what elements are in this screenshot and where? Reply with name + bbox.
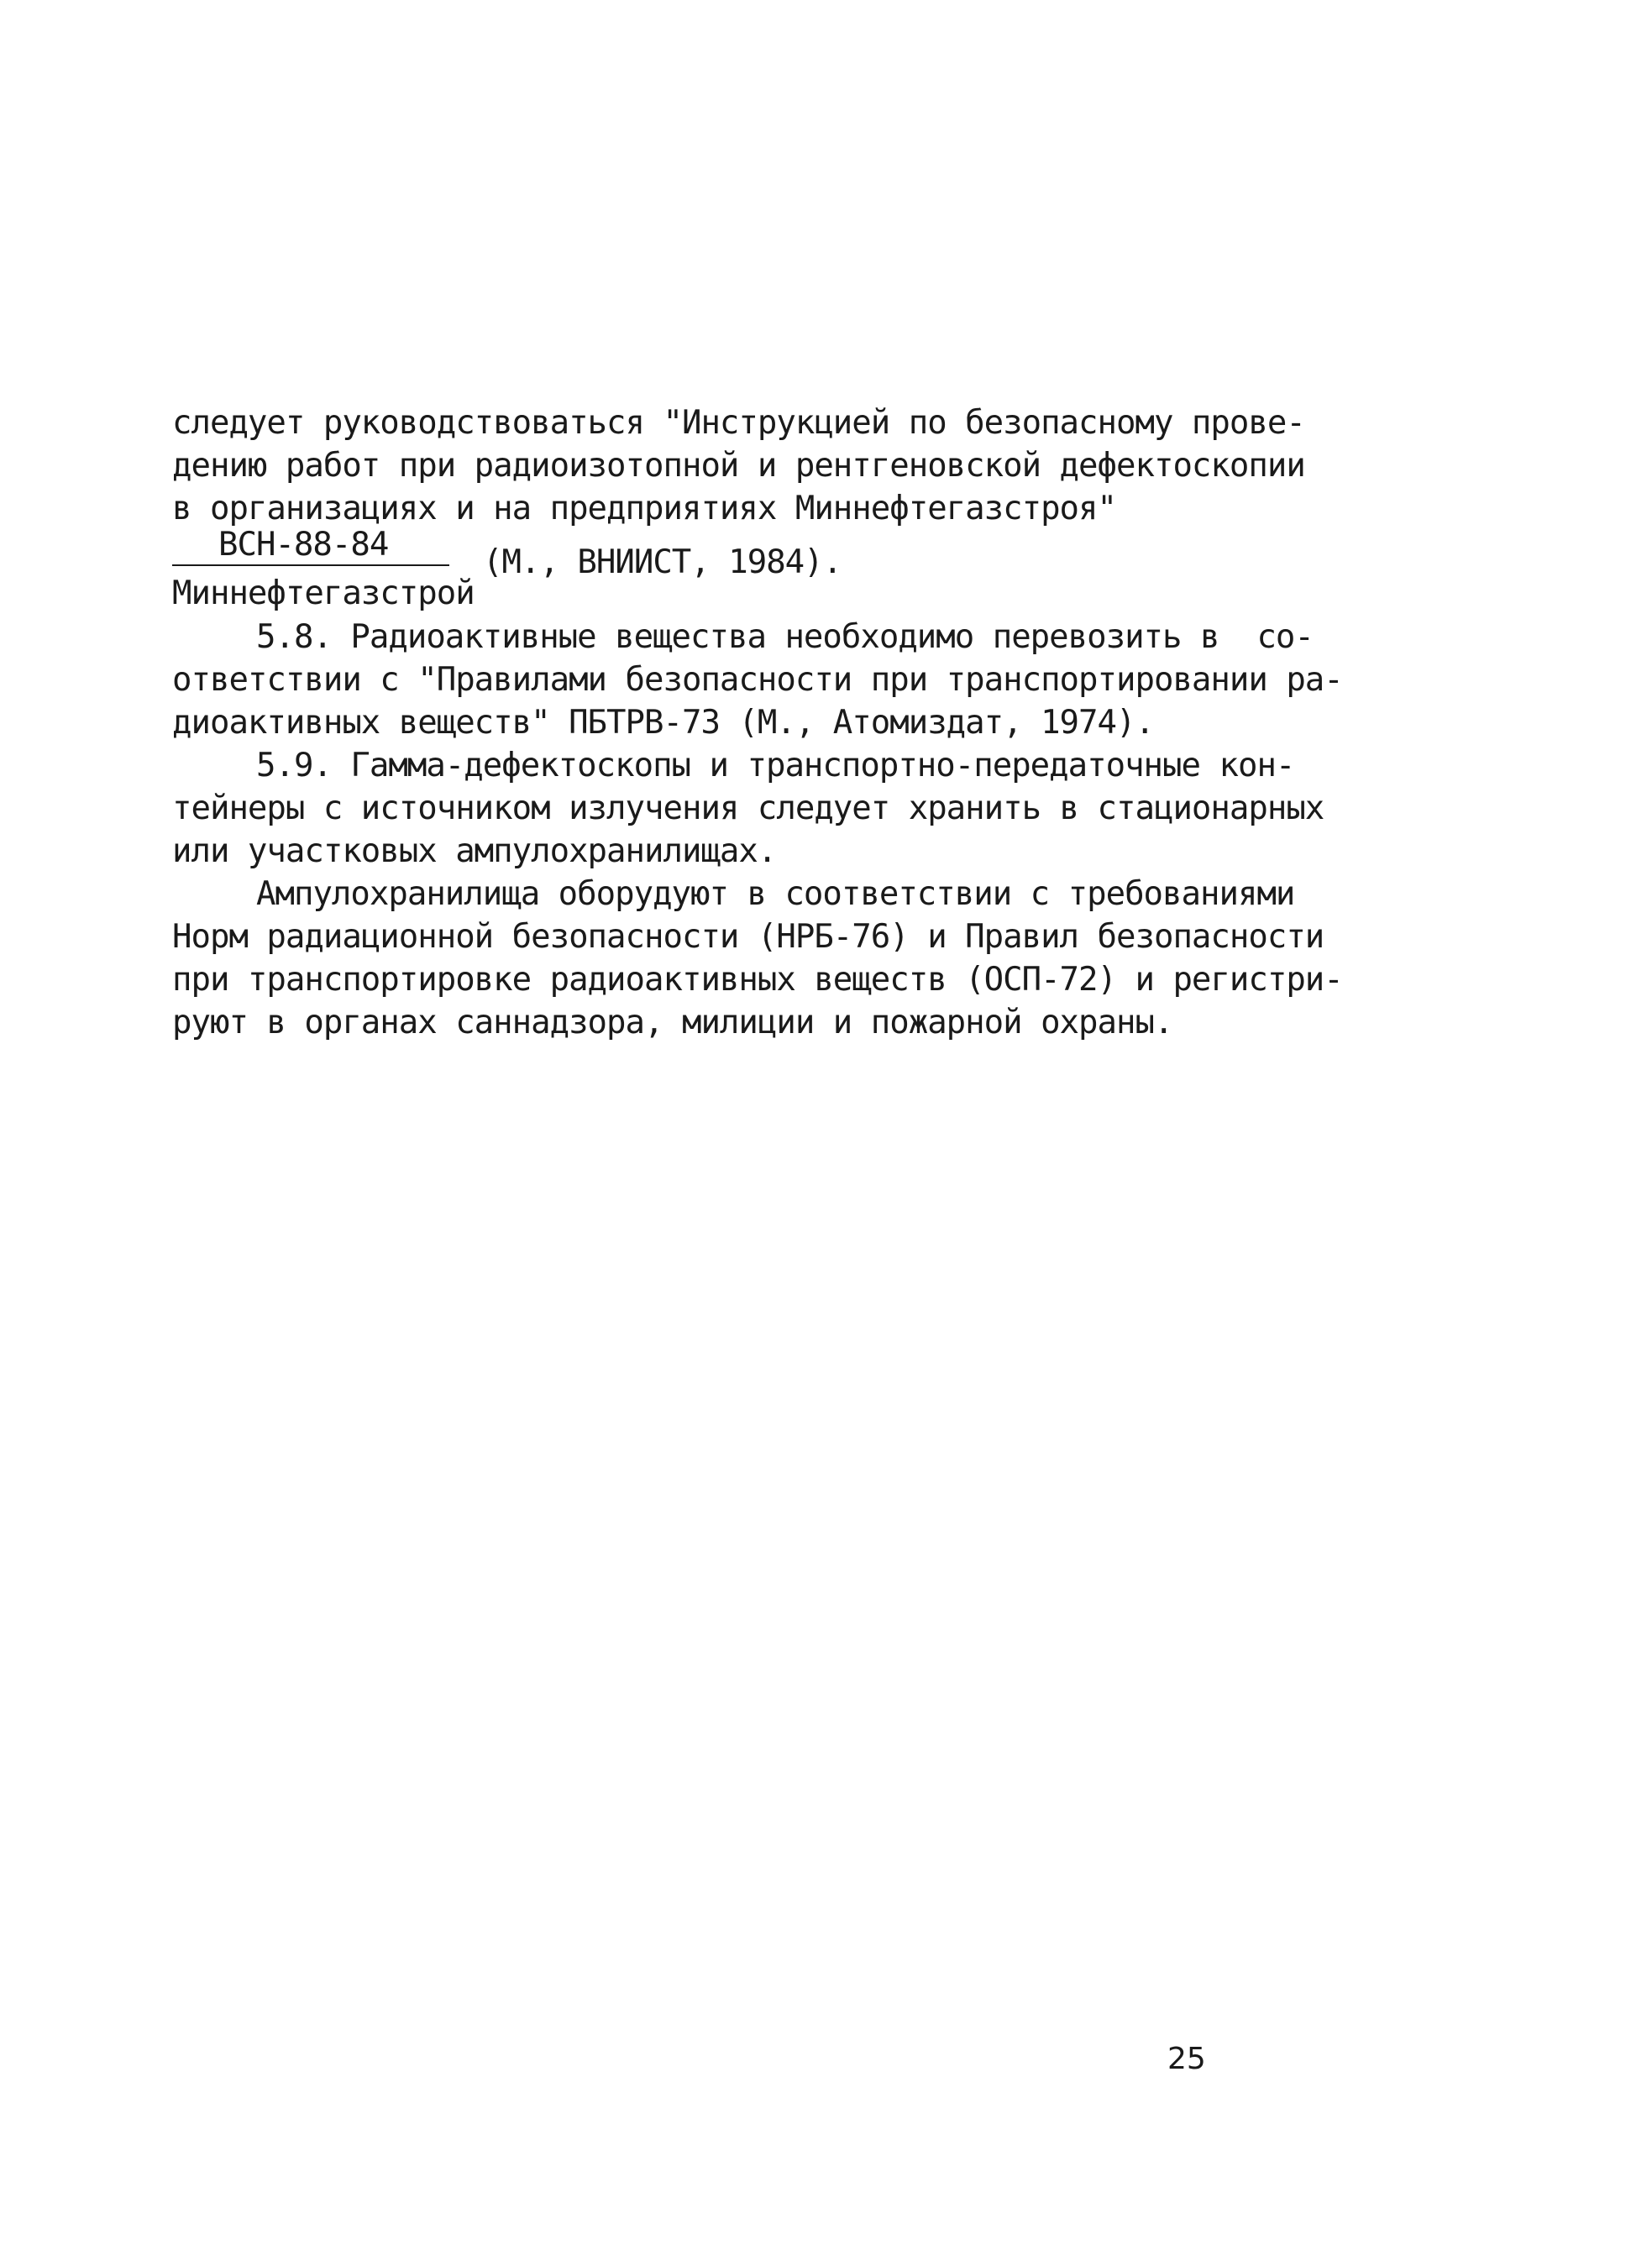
- section-5-9-line: 5.9. Гамма-дефектоскопы и транспортно-передаточные кон-: [256, 747, 1295, 784]
- section-5-9-line: тейнеры с источником излучения следует хранить в стационарных: [172, 789, 1324, 827]
- storage-paragraph-line: руют в органах саннадзора, милиции и пожарной охраны.: [172, 1004, 1173, 1041]
- section-5-9-line: или участковых ампулохранилищах.: [172, 832, 777, 870]
- section-5-8-line: диоактивных веществ" ПБТРВ-73 (М., Атомиздат, 1974).: [172, 704, 1154, 742]
- section-5-8-line: ответствии с "Правилами безопасности при транспортировании ра-: [172, 661, 1343, 699]
- reference-publication: (М., ВНИИСТ, 1984).: [483, 543, 842, 581]
- fraction-bar: [172, 564, 449, 566]
- reference-issuer: Миннефтегазстрой: [172, 574, 475, 612]
- page-body-text: [172, 401, 1343, 1044]
- storage-paragraph-line: Норм радиационной безопасности (НРБ-76) и Правил безопасности: [172, 918, 1324, 956]
- storage-paragraph-line: Ампулохранилища оборудуют в соответствии с требованиями: [256, 875, 1295, 913]
- text-line: дению работ при радиоизотопной и рентгеновской дефектоскопии: [172, 447, 1305, 485]
- reference-code: ВСН-88-84: [218, 526, 389, 564]
- text-line: в организациях и на предприятиях Миннефтегазстроя": [172, 490, 1116, 527]
- storage-paragraph-line: при транспортировке радиоактивных веществ (ОСП-72) и регистри-: [172, 961, 1343, 999]
- text-line: следует руководствоваться "Инструкцией по безопасному прове-: [172, 404, 1305, 442]
- page-number: 25: [1167, 2042, 1206, 2076]
- section-5-8-line: 5.8. Радиоактивные вещества необходимо перевозить в со-: [256, 618, 1314, 656]
- document-reference: [172, 526, 1289, 616]
